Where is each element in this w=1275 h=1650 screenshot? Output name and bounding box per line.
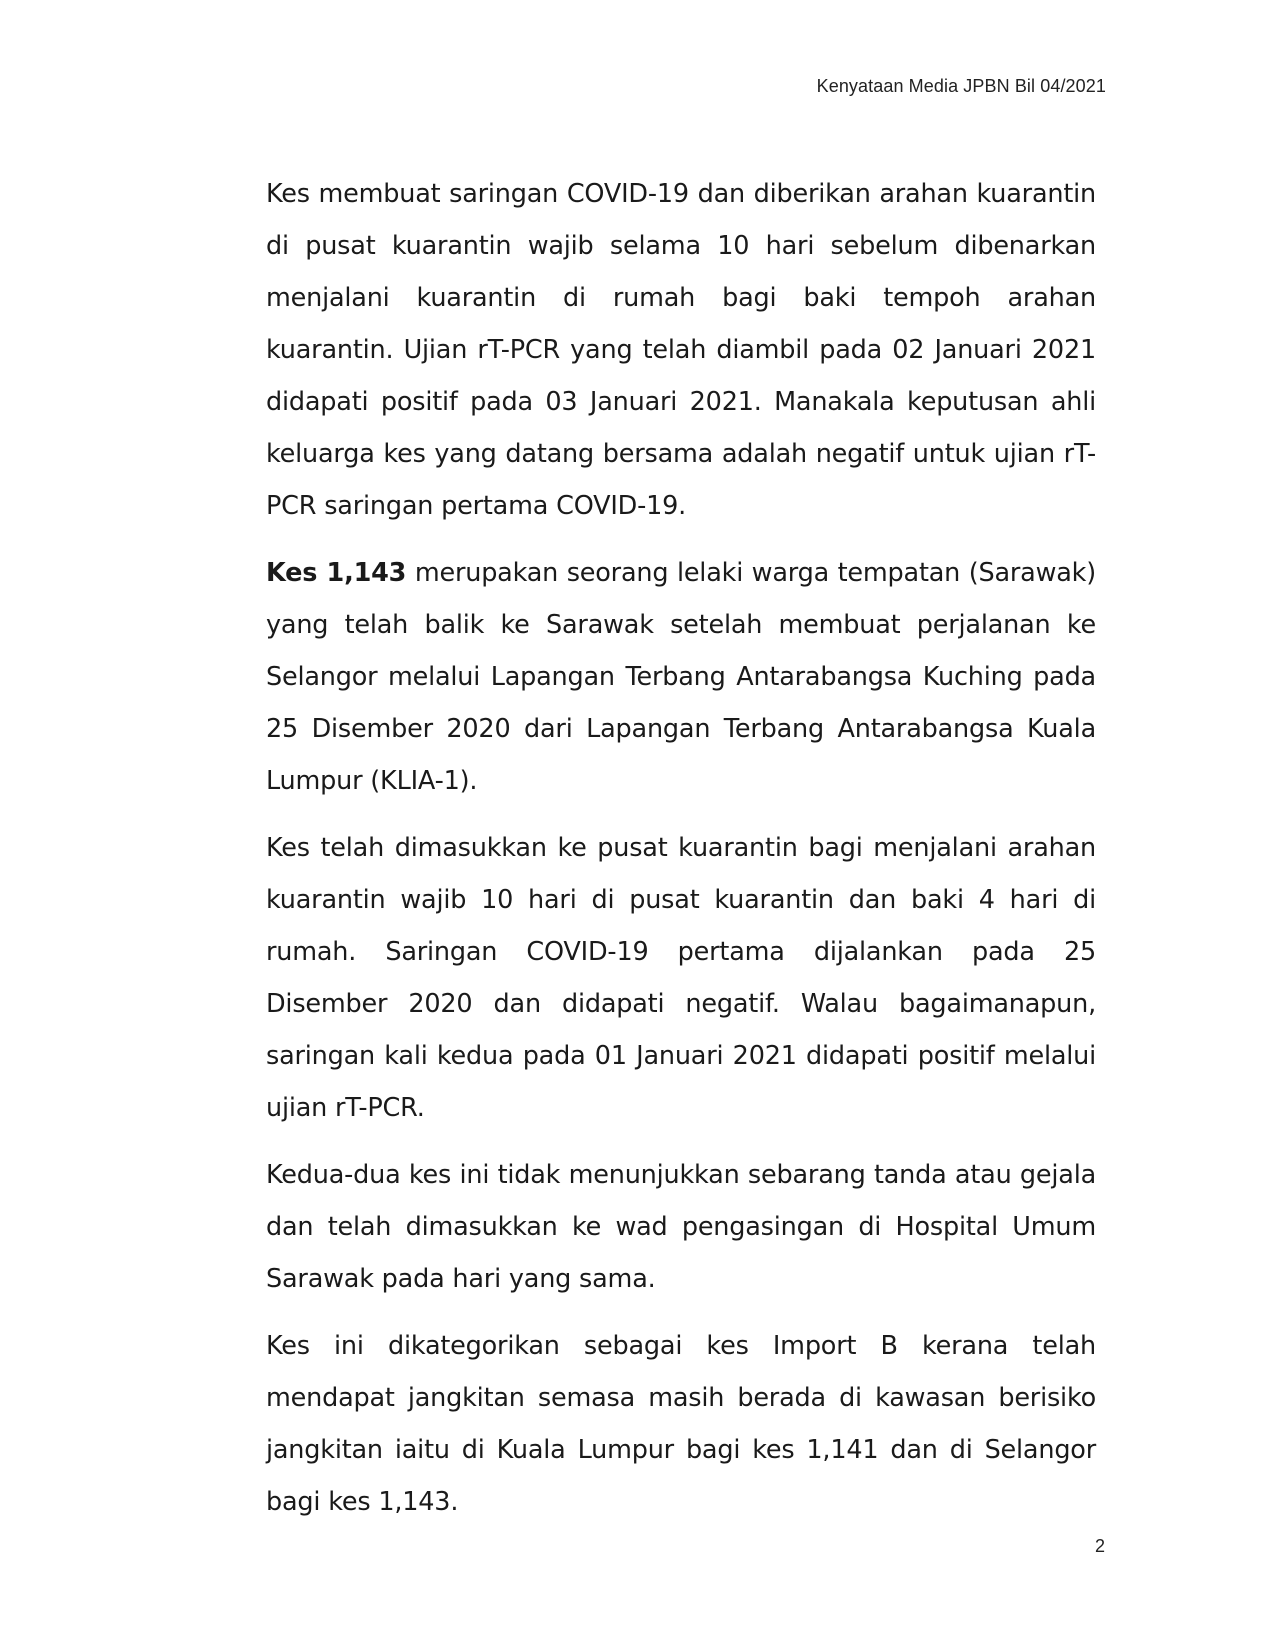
- paragraph-text: merupakan seorang lelaki warga tempatan (Sarawak) yang telah balik ke Sarawak setelah membuat perjalanan ke Selangor melalui Lapangan Terbang Antarabangsa Kuching pada 25 Disember 2020 dari Lapangan Terbang Antarabangsa Kuala Lumpur (KLIA-1).: [266, 558, 1096, 796]
- paragraph-quarantine-screening: [266, 168, 1096, 532]
- paragraph-text: Kes ini dikategorikan sebagai kes Import B kerana telah mendapat jangkitan semasa masih berada di kawasan berisiko jangkitan iaitu di Kuala Lumpur bagi kes 1,141 dan di Selangor bagi kes 1,143.: [266, 1331, 1096, 1517]
- paragraph-import-category: [266, 1320, 1096, 1528]
- paragraph-text: Kedua-dua kes ini tidak menunjukkan sebarang tanda atau gejala dan telah dimasukkan ke wad pengasingan di Hospital Umum Sarawak pada hari yang sama.: [266, 1160, 1096, 1294]
- page-number: 2: [1094, 1536, 1105, 1556]
- document-header: Kenyataan Media JPBN Bil 04/2021: [816, 76, 1106, 96]
- paragraph-text: Kes membuat saringan COVID-19 dan diberikan arahan kuarantin di pusat kuarantin wajib selama 10 hari sebelum dibenarkan menjalani kuarantin di rumah bagi baki tempoh arahan kuarantin. Ujian rT-PCR yang telah diambil pada 02 Januari 2021 didapati positif pada 03 Januari 2021. Manakala keputusan ahli keluarga kes yang datang bersama adalah negatif untuk ujian rT-PCR saringan pertama COVID-19.: [266, 179, 1096, 521]
- paragraph-asymptomatic: [266, 1149, 1096, 1305]
- document-body: [266, 168, 1096, 1543]
- case-number-lead: Kes 1,143: [266, 558, 407, 588]
- paragraph-text: Kes telah dimasukkan ke pusat kuarantin bagi menjalani arahan kuarantin wajib 10 hari di pusat kuarantin dan baki 4 hari di rumah. Saringan COVID-19 pertama dijalankan pada 25 Disember 2020 dan didapati negatif. Walau bagaimanapun, saringan kali kedua pada 01 Januari 2021 didapati positif melalui ujian rT-PCR.: [266, 833, 1096, 1123]
- paragraph-quarantine-center: [266, 822, 1096, 1134]
- paragraph-case-1143: [266, 547, 1096, 807]
